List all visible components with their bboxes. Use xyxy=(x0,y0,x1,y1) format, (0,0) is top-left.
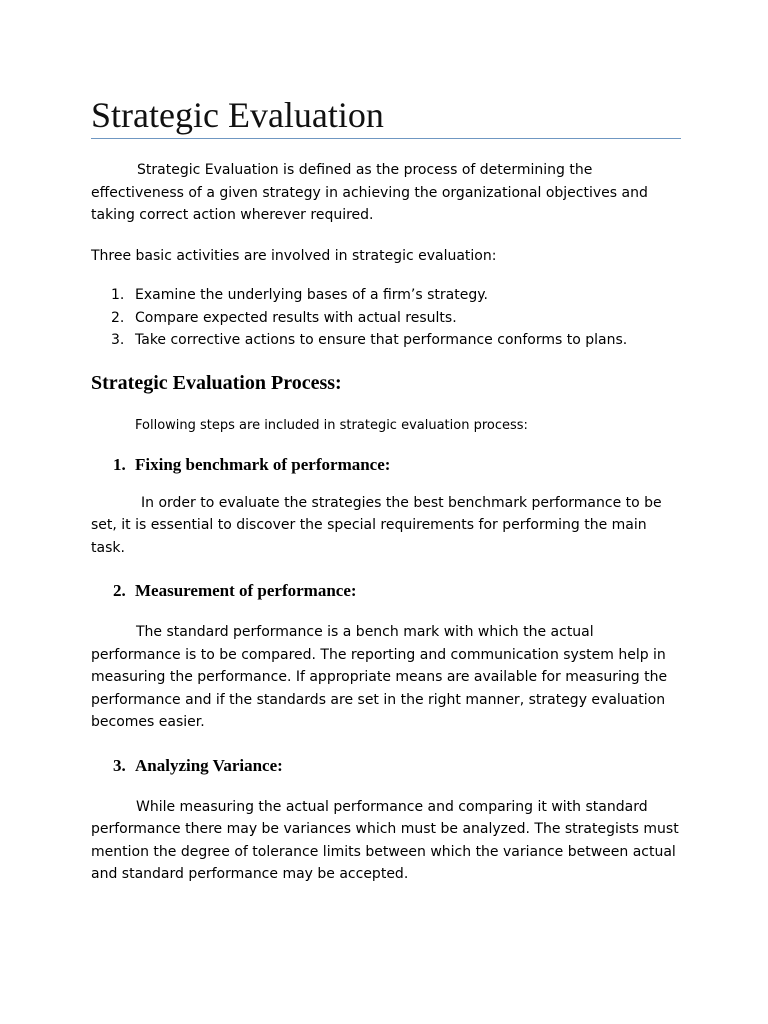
activity-number: 2. xyxy=(111,309,125,326)
document-page xyxy=(91,94,681,886)
activity-item-1 xyxy=(91,284,681,307)
title-divider xyxy=(91,138,681,139)
step-heading-text: Fixing benchmark of performance: xyxy=(135,454,391,474)
activity-number: 3. xyxy=(111,332,125,348)
process-heading: Strategic Evaluation Process: xyxy=(91,371,342,394)
step-heading-text: Analyzing Variance: xyxy=(135,755,283,775)
step-heading-2 xyxy=(91,580,681,602)
activity-item-2 xyxy=(91,307,681,330)
step-paragraph-2: The standard performance is a bench mark with which the actual performance is to be compared. The reporting and communication system help in measuring the performance. If appropriate means are available for measuring the performance and if the standards are set in the right manner, strategy evaluation becomes easier. xyxy=(91,624,668,730)
document-title: Strategic Evaluation xyxy=(91,95,384,135)
activities-lead: Three basic activities are involved in strategic evaluation: xyxy=(91,247,497,264)
process-lead: Following steps are included in strategic evaluation process: xyxy=(135,417,528,433)
step-paragraph-3: While measuring the actual performance and comparing it with standard performance there may be variances which must be analyzed. The strategists must mention the degree of tolerance limits between which the variance between actual and standard performance may be accepted. xyxy=(91,798,679,882)
activity-item-3 xyxy=(91,329,681,352)
step-number: 2. xyxy=(113,581,126,600)
step-heading-text: Measurement of performance: xyxy=(135,581,357,600)
intro-paragraph: Strategic Evaluation is defined as the process of determining the effectiveness of a given strategy in achieving the organizational objectives and taking correct action wherever required. xyxy=(91,162,648,223)
step-number: 3. xyxy=(113,755,126,775)
step-number: 1. xyxy=(113,454,126,474)
activity-text: Take corrective actions to ensure that performance conforms to plans. xyxy=(135,332,628,348)
step-heading-3 xyxy=(91,755,681,777)
step-heading-1 xyxy=(91,454,681,476)
activity-number: 1. xyxy=(111,287,125,303)
activity-text: Examine the underlying bases of a firm’s strategy. xyxy=(135,287,488,303)
activities-list xyxy=(91,284,681,352)
activity-text: Compare expected results with actual results. xyxy=(135,309,457,326)
step-paragraph-1: In order to evaluate the strategies the best benchmark performance to be set, it is essential to discover the special requirements for performing the main task. xyxy=(91,494,662,556)
